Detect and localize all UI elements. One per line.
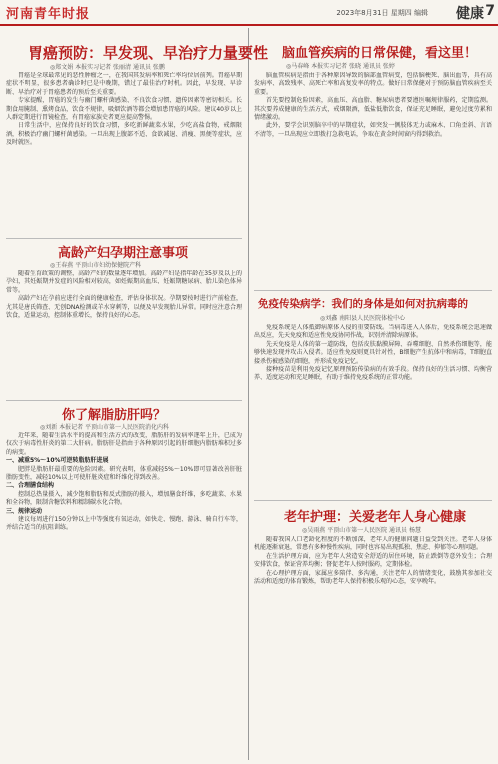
paragraph: 在心理护理方面，家属应多陪伴、多沟通，关注老年人的情绪变化，鼓励其参加社交活动和适度的体育锻炼，帮助老年人保持积极乐观的心态，安享晚年。 — [254, 569, 492, 586]
subheading: 三、规律运动 — [6, 507, 43, 515]
paragraph: 专家提醒，胃癌的发生与幽门螺杆菌感染、不良饮食习惯、遗传因素等密切相关。长期食用腌制、熏烤食品，饮食不规律，吸烟饮酒等都会增加患胃癌的风险。建议40岁以上人群定期进行胃镜检查，有胃癌家族史者更应提高警惕。 — [6, 97, 242, 122]
section-divider — [254, 290, 492, 291]
article-body — [6, 270, 242, 400]
article-body — [254, 324, 492, 494]
paragraph: 建议每周进行150分钟以上中等强度有氧运动，如快走、慢跑、游泳、骑自行车等，并结合适当的抗阻训练。 — [6, 516, 242, 532]
article-body — [254, 72, 492, 282]
paragraph: 在生活护理方面，应为老年人营造安全舒适的居住环境，防止跌倒等意外发生；合理安排饮食，保证营养均衡；督促老年人按时服药，定期体检。 — [254, 552, 492, 569]
subheading: 二、合理膳食结构 — [6, 482, 55, 490]
section-divider — [6, 238, 242, 239]
masthead — [0, 0, 498, 26]
subheading: 一、减重5%～10%可逆转脂肪肝进展 — [6, 457, 109, 465]
article-body — [6, 432, 242, 760]
article-title: 胃癌预防：早发现、早治疗力量要性 — [28, 44, 269, 62]
page-number: 7 — [485, 3, 495, 19]
section-divider — [254, 500, 492, 501]
paragraph: 控制总热量摄入，减少饱和脂肪和反式脂肪的摄入，增加膳食纤维，多吃蔬菜、水果和全谷物，限制含糖饮料和精制碳水化合物。 — [6, 490, 242, 507]
article-title: 脑血管疾病的日常保健，看这里！ — [282, 46, 478, 61]
article-title: 免疫传染病学：我们的身体是如何对抗病毒的 — [258, 298, 468, 310]
paragraph: 胃癌是全球最常见的恶性肿瘤之一，在我国其发病率和死亡率均位居前列。胃癌早期症状不明显，很多患者确诊时已是中晚期，错过了最佳治疗时机。因此，早发现、早诊断、早治疗对于胃癌患者的预后至关重要。 — [6, 72, 242, 96]
paragraph: 接种疫苗是利用免疫记忆原理预防传染病的有效手段。保持良好的生活习惯、均衡营养、适度运动和充足睡眠，有助于维持免疫系统的正常功能。 — [254, 366, 492, 382]
section-divider — [6, 400, 242, 401]
article-byline: ◎刘鑫 南阳县人民医院体检中心 — [320, 315, 406, 322]
issue-date: 2023年8月31日 星期四 编辑 — [336, 9, 428, 17]
paragraph: 此外，要学会识别脑卒中的早期症状，如突发一侧肢体无力或麻木、口角歪斜、言语不清等，一旦出现应立即拨打急救电话，争取在黄金时间窗内得到救治。 — [254, 122, 492, 138]
article-byline: ◎马春峰 本报实习记者 张晓 通讯员 张婷 — [286, 63, 395, 70]
paragraph: 免疫系统是人体抵御病原体入侵的重要防线。当病毒进入人体后，免疫系统会迅速做出反应，先天免疫和适应性免疫协同作战，识别并清除病原体。 — [254, 324, 492, 340]
paragraph: 日常生活中，应保持良好的饮食习惯，多吃新鲜蔬菜水果，少吃高盐食物，戒烟限酒，积极治疗幽门螺杆菌感染。一旦出现上腹部不适、食欲减退、消瘦、黑便等症状，应及时就医。 — [6, 122, 242, 147]
article-byline: ◎郑文娟 本报实习记者 张丽清 通讯员 张鹏 — [50, 64, 165, 71]
article-byline: ◎王春燕 平顶山市妇幼保健院产科 — [50, 262, 142, 269]
section-title: 健康 — [456, 6, 484, 22]
column-divider — [248, 28, 249, 760]
paragraph: 高龄产妇在孕前应进行全面的健康检查，评估身体状况。孕期要按时进行产前检查，尤其是唐氏筛查、无创DNA检测或羊水穿刺等，以便及早发现胎儿异常。同时应注意合理饮食，适量运动，控制体重增长，保持良好的心态。 — [6, 295, 242, 320]
article-title: 老年护理：关爱老年人身心健康 — [284, 510, 467, 525]
article-title: 你了解脂肪肝吗？ — [62, 408, 167, 423]
article-byline: ◎吴雨燕 平顶山市第一人民医院 通讯员 杨慧 — [302, 527, 421, 534]
paragraph: 首先要控制危险因素，高血压、高血脂、糖尿病患者要遵医嘱规律服药，定期监测。其次要养成健康的生活方式，戒烟限酒，低盐低脂饮食，保证充足睡眠，避免过度劳累和情绪激动。 — [254, 97, 492, 122]
paragraph: 脑血管疾病是指由于各种原因导致的脑部血管病变，包括脑梗死、脑出血等，具有高发病率、高致残率、高死亡率和高复发率的特点。做好日常保健对于预防脑血管疾病至关重要。 — [254, 72, 492, 96]
paragraph: 随着生育政策的调整，高龄产妇的数量逐年增加。高龄产妇是指年龄在35岁及以上的孕妇，其妊娠期并发症的风险相对较高，如妊娠期高血压、妊娠期糖尿病、胎儿染色体异常等。 — [6, 270, 242, 294]
paragraph: 近年来，随着生活水平的提高和生活方式的改变，脂肪肝的发病率逐年上升，已成为仅次于病毒性肝炎的第二大肝病。脂肪肝是指由于各种原因引起的肝细胞内脂肪堆积过多的病变。 — [6, 432, 242, 456]
newspaper-name: 河南青年时报 — [6, 7, 91, 22]
article-byline: ◎刘新 本报记者 平顶山市第一人民医院消化内科 — [40, 424, 170, 431]
paragraph: 先天免疫是人体的第一道防线，包括皮肤黏膜屏障、吞噬细胞、自然杀伤细胞等，能够快速发现并攻击入侵者。适应性免疫则更具针对性，B细胞产生抗体中和病毒，T细胞直接杀伤被感染的细胞，并形成免疫记忆。 — [254, 340, 492, 365]
article-title: 高龄产妇孕期注意事项 — [58, 246, 189, 261]
article-body — [254, 536, 492, 760]
article-body — [6, 72, 242, 238]
paragraph: 肥胖是脂肪肝最重要的危险因素。研究表明，体重减轻5%～10%即可显著改善肝脏脂肪变性，减轻10%以上可使肝脏炎症和纤维化得到改善。 — [6, 465, 242, 482]
paragraph: 随着我国人口老龄化程度的不断加深，老年人的健康问题日益受到关注。老年人身体机能逐渐衰退，常患有多种慢性疾病，同时也容易出现孤独、焦虑、抑郁等心理问题。 — [254, 536, 492, 552]
